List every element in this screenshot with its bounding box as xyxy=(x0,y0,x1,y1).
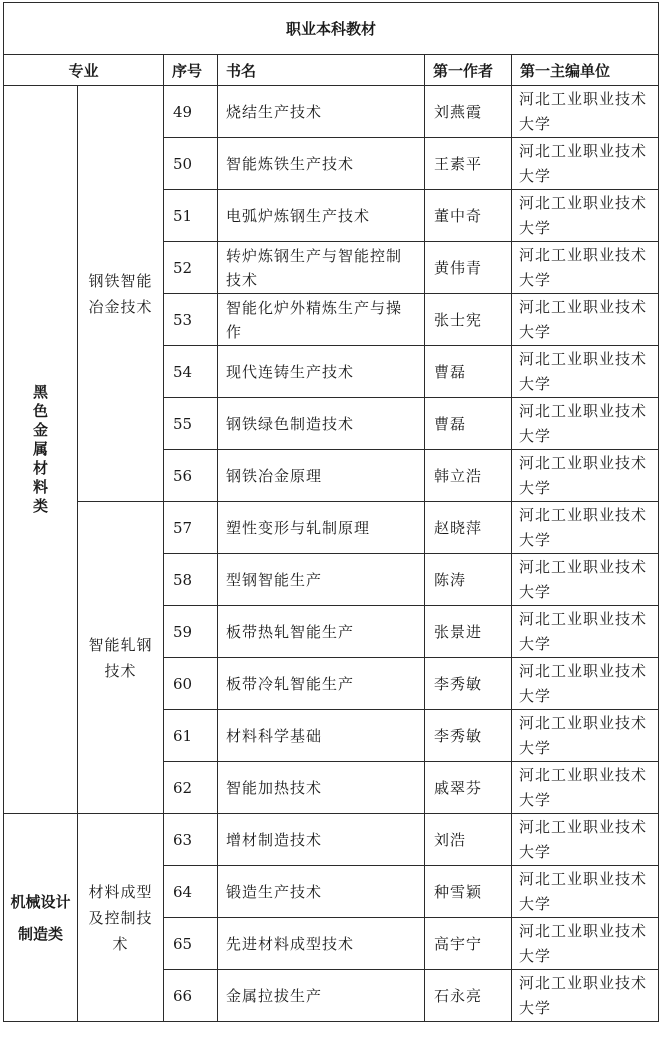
book-cell: 塑性变形与轧制原理 xyxy=(218,502,425,554)
seq-cell: 59 xyxy=(164,606,218,658)
header-author: 第一作者 xyxy=(425,55,512,86)
seq-cell: 54 xyxy=(164,346,218,398)
seq-cell: 56 xyxy=(164,450,218,502)
unit-cell: 河北工业职业技术大学 xyxy=(512,554,659,606)
seq-cell: 62 xyxy=(164,762,218,814)
major-label: 钢铁智能冶金技术 xyxy=(88,271,153,316)
author-cell: 黄伟青 xyxy=(425,242,512,294)
author-cell: 张景进 xyxy=(425,606,512,658)
author-cell: 张士宪 xyxy=(425,294,512,346)
header-major: 专业 xyxy=(4,55,164,86)
book-cell: 钢铁冶金原理 xyxy=(218,450,425,502)
unit-cell: 河北工业职业技术大学 xyxy=(512,346,659,398)
unit-cell: 河北工业职业技术大学 xyxy=(512,138,659,190)
header-seq: 序号 xyxy=(164,55,218,86)
seq-cell: 55 xyxy=(164,398,218,450)
table-title: 职业本科教材 xyxy=(4,3,659,55)
author-cell: 高宇宁 xyxy=(425,918,512,970)
major-label: 智能轧钢技术 xyxy=(88,635,153,680)
book-cell: 现代连铸生产技术 xyxy=(218,346,425,398)
seq-cell: 66 xyxy=(164,970,218,1022)
unit-cell: 河北工业职业技术大学 xyxy=(512,398,659,450)
seq-cell: 50 xyxy=(164,138,218,190)
author-cell: 李秀敏 xyxy=(425,710,512,762)
header-row xyxy=(4,55,659,86)
author-cell: 李秀敏 xyxy=(425,658,512,710)
unit-cell: 河北工业职业技术大学 xyxy=(512,866,659,918)
seq-cell: 49 xyxy=(164,86,218,138)
major-cell-metallurgy xyxy=(78,86,164,502)
unit-cell: 河北工业职业技术大学 xyxy=(512,450,659,502)
author-cell: 刘浩 xyxy=(425,814,512,866)
unit-cell: 河北工业职业技术大学 xyxy=(512,86,659,138)
book-cell: 先进材料成型技术 xyxy=(218,918,425,970)
unit-cell: 河北工业职业技术大学 xyxy=(512,710,659,762)
book-cell: 金属拉拔生产 xyxy=(218,970,425,1022)
major-cell-forming xyxy=(78,814,164,1022)
seq-cell: 51 xyxy=(164,190,218,242)
author-cell: 曹磊 xyxy=(425,346,512,398)
author-cell: 赵晓萍 xyxy=(425,502,512,554)
unit-cell: 河北工业职业技术大学 xyxy=(512,970,659,1022)
book-cell: 板带热轧智能生产 xyxy=(218,606,425,658)
unit-cell: 河北工业职业技术大学 xyxy=(512,918,659,970)
category-label: 机械设计制造类 xyxy=(10,892,71,943)
book-cell: 智能化炉外精炼生产与操作 xyxy=(218,294,425,346)
author-cell: 刘燕霞 xyxy=(425,86,512,138)
author-cell: 董中奇 xyxy=(425,190,512,242)
seq-cell: 65 xyxy=(164,918,218,970)
table-row xyxy=(4,502,659,554)
unit-cell: 河北工业职业技术大学 xyxy=(512,658,659,710)
book-cell: 型钢智能生产 xyxy=(218,554,425,606)
category-cell-mechanical xyxy=(4,814,78,1022)
unit-cell: 河北工业职业技术大学 xyxy=(512,606,659,658)
unit-cell: 河北工业职业技术大学 xyxy=(512,242,659,294)
book-cell: 钢铁绿色制造技术 xyxy=(218,398,425,450)
book-cell: 增材制造技术 xyxy=(218,814,425,866)
seq-cell: 58 xyxy=(164,554,218,606)
seq-cell: 53 xyxy=(164,294,218,346)
author-cell: 石永亮 xyxy=(425,970,512,1022)
book-cell: 烧结生产技术 xyxy=(218,86,425,138)
major-label: 材料成型及控制技术 xyxy=(88,882,153,953)
header-book: 书名 xyxy=(218,55,425,86)
author-cell: 王素平 xyxy=(425,138,512,190)
textbook-table xyxy=(3,2,659,1022)
book-cell: 材料科学基础 xyxy=(218,710,425,762)
seq-cell: 63 xyxy=(164,814,218,866)
unit-cell: 河北工业职业技术大学 xyxy=(512,502,659,554)
book-cell: 转炉炼钢生产与智能控制技术 xyxy=(218,242,425,294)
book-cell: 智能加热技术 xyxy=(218,762,425,814)
category-label: 黑色金属材料类 xyxy=(32,383,48,515)
seq-cell: 64 xyxy=(164,866,218,918)
unit-cell: 河北工业职业技术大学 xyxy=(512,762,659,814)
table-row xyxy=(4,86,659,138)
author-cell: 陈涛 xyxy=(425,554,512,606)
seq-cell: 60 xyxy=(164,658,218,710)
author-cell: 种雪颖 xyxy=(425,866,512,918)
unit-cell: 河北工业职业技术大学 xyxy=(512,294,659,346)
table-title-row xyxy=(4,3,659,55)
category-cell-ferrous xyxy=(4,86,78,814)
table-row xyxy=(4,814,659,866)
book-cell: 板带冷轧智能生产 xyxy=(218,658,425,710)
book-cell: 锻造生产技术 xyxy=(218,866,425,918)
book-cell: 智能炼铁生产技术 xyxy=(218,138,425,190)
seq-cell: 61 xyxy=(164,710,218,762)
header-unit: 第一主编单位 xyxy=(512,55,659,86)
author-cell: 戚翠芬 xyxy=(425,762,512,814)
seq-cell: 57 xyxy=(164,502,218,554)
book-cell: 电弧炉炼钢生产技术 xyxy=(218,190,425,242)
author-cell: 曹磊 xyxy=(425,398,512,450)
major-cell-rolling xyxy=(78,502,164,814)
unit-cell: 河北工业职业技术大学 xyxy=(512,190,659,242)
unit-cell: 河北工业职业技术大学 xyxy=(512,814,659,866)
author-cell: 韩立浩 xyxy=(425,450,512,502)
seq-cell: 52 xyxy=(164,242,218,294)
